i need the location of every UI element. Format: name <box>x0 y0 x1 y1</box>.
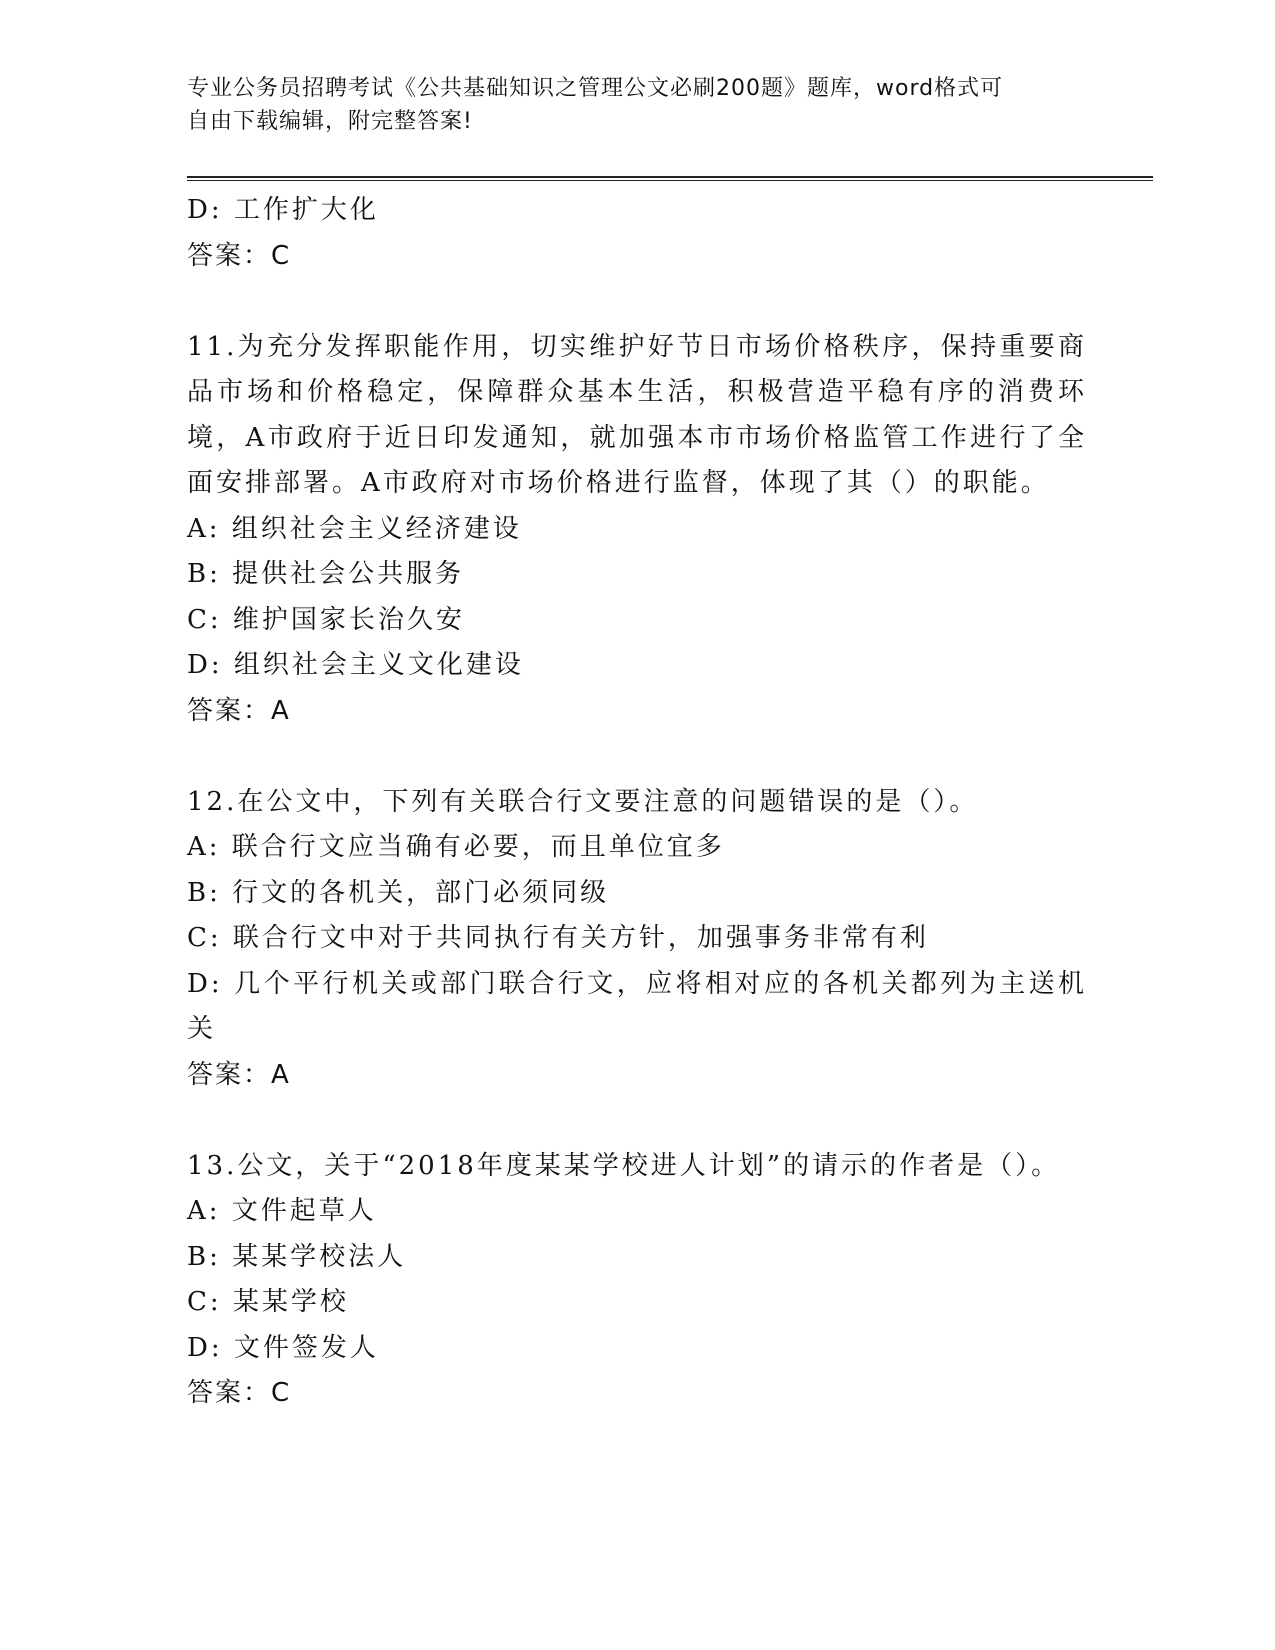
option-b: B: 某某学校法人 <box>187 1241 407 1272</box>
option-c: C: 联合行文中对于共同执行有关方针，加强事务非常有利 <box>187 923 929 953</box>
option-a: A: 联合行文应当确有必要，而且单位宜多 <box>187 832 725 862</box>
page-header <box>187 72 1067 138</box>
header-divider <box>187 176 1153 181</box>
option-d: D: 文件签发人 <box>187 1332 379 1363</box>
answer: 答案：A <box>187 1059 291 1090</box>
answer: 答案：A <box>187 695 291 726</box>
option-a: A: 文件起草人 <box>187 1196 377 1226</box>
question-11 <box>187 325 1087 735</box>
question-12 <box>187 780 1087 1099</box>
question-text: 11.为充分发挥职能作用，切实维护好节日市场价格秩序，保持重要商品市场和价格稳定，保障群众基本生活，积极营造平稳有序的消费环境，A市政府于近日印发通知，就加强本市市场价格监管工作进行了全面安排部署。A市政府对市场价格进行监督，体现了其（）的职能。 <box>187 331 1087 498</box>
document-body <box>187 188 1087 1417</box>
spacer <box>187 279 1087 325</box>
answer: 答案：C <box>187 240 292 271</box>
option-d: D: 工作扩大化 <box>187 195 379 225</box>
header-title-line-2: 自由下载编辑，附完整答案! <box>187 109 473 134</box>
option-b: B: 提供社会公共服务 <box>187 559 465 589</box>
option-c: C: 某某学校 <box>187 1287 349 1317</box>
option-b: B: 行文的各机关，部门必须同级 <box>187 877 610 908</box>
question-text: 13.公文，关于“2018年度某某学校进人计划”的请示的作者是（）。 <box>187 1150 1061 1181</box>
spacer <box>187 734 1087 780</box>
header-title-line-1: 专业公务员招聘考试《公共基础知识之管理公文必刷200题》题库，word格式可 <box>187 76 1004 101</box>
previous-question-tail <box>187 188 1087 279</box>
question-13 <box>187 1144 1087 1417</box>
option-a: A: 组织社会主义经济建设 <box>187 513 522 544</box>
option-c: C: 维护国家长治久安 <box>187 604 465 635</box>
option-d: D: 几个平行机关或部门联合行文，应将相对应的各机关都列为主送机关 <box>187 968 1087 1044</box>
answer: 答案：C <box>187 1378 292 1408</box>
spacer <box>187 1098 1087 1144</box>
option-d: D: 组织社会主义文化建设 <box>187 650 524 680</box>
question-text: 12.在公文中，下列有关联合行文要注意的问题错误的是（）。 <box>187 786 979 817</box>
